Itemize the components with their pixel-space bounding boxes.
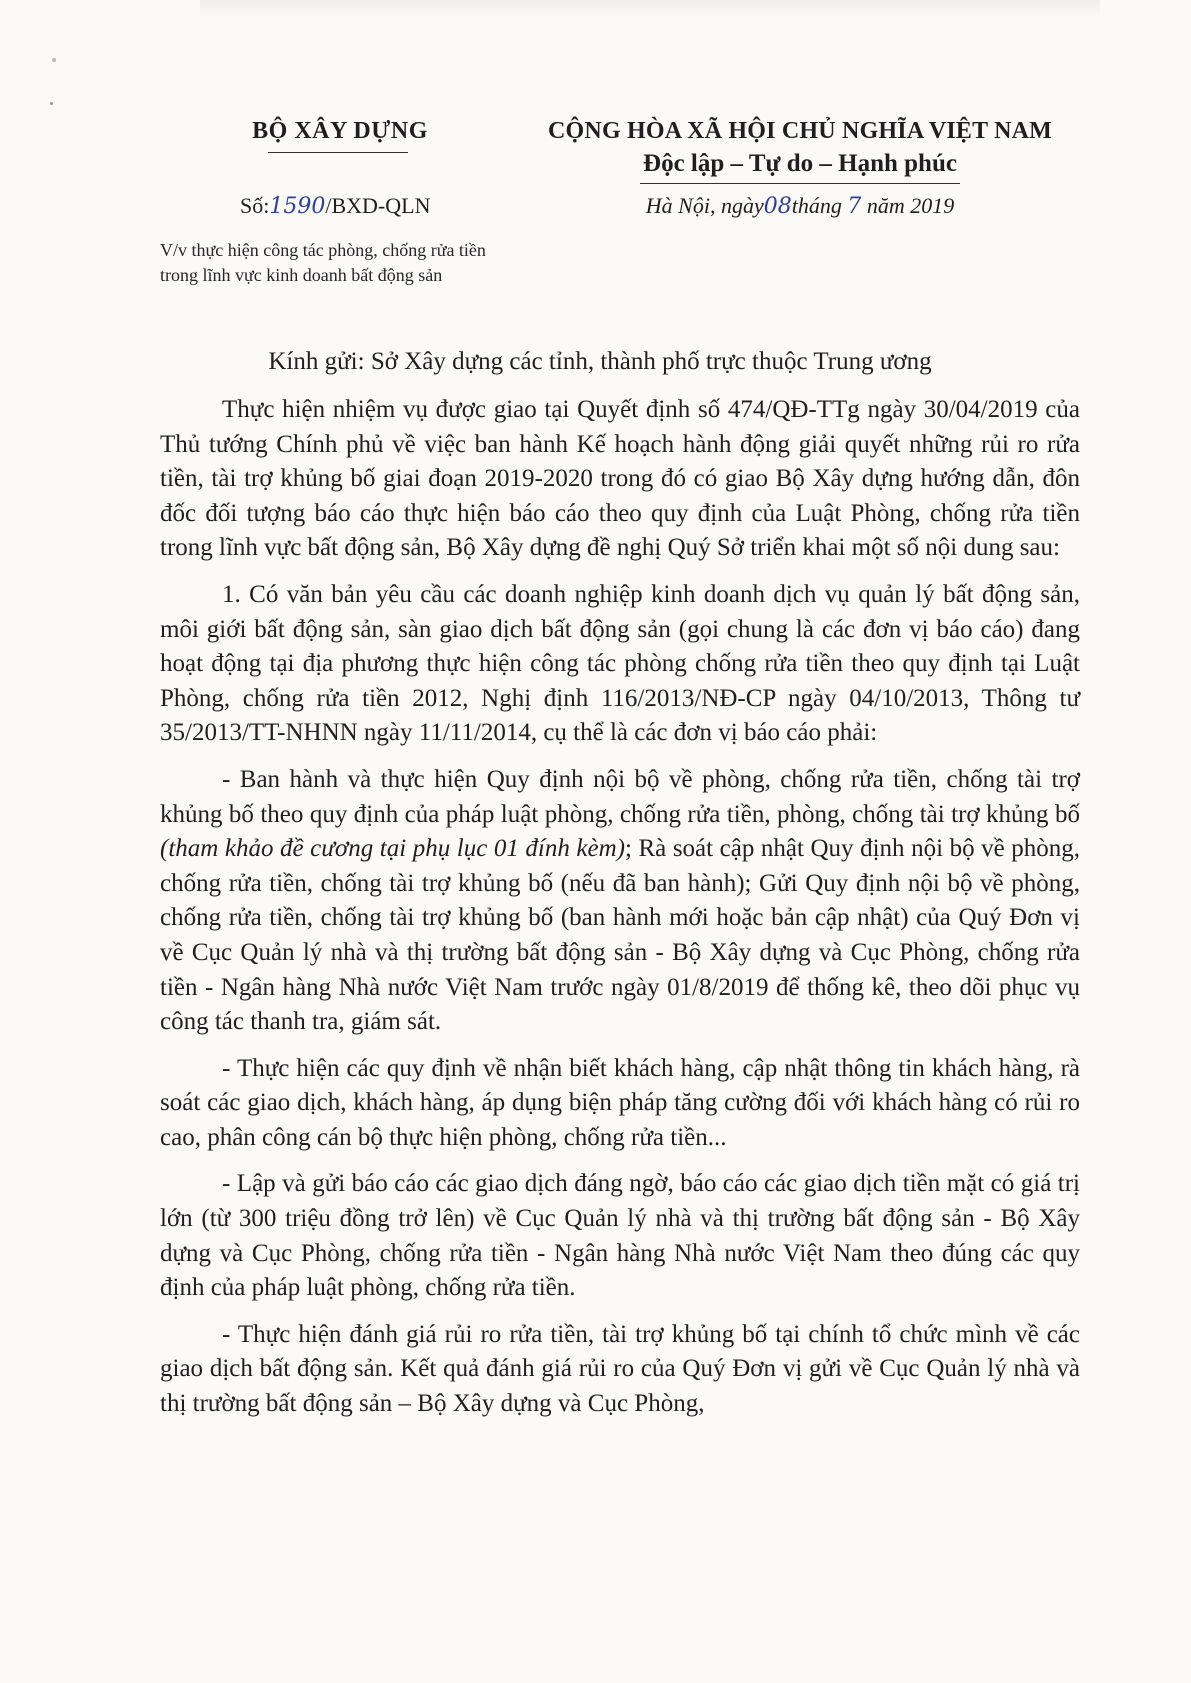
body-italic-reference: (tham khảo đề cương tại phụ lục 01 đính kèm) <box>160 835 625 863</box>
issuing-agency: BỘ XÂY DỰNG <box>252 118 428 144</box>
document-body <box>160 393 1080 1434</box>
body-paragraph: 1. Có văn bản yêu cầu các doanh nghiệp kinh doanh dịch vụ quản lý bất động sản, môi giới bất động sản, sàn giao dịch bất động sản (gọi chung là các đơn vị báo cáo) đang hoạt động tại địa phương thực hiện công tác phòng chống rửa tiền theo quy định tại Luật Phòng, chống rửa tiền 2012, Nghị định 116/2013/NĐ-CP ngày 04/10/2013, Thông tư 35/2013/TT-NHNN ngày 11/11/2014, cụ thể là các đơn vị báo cáo phải: <box>160 580 1080 747</box>
motto-underline <box>640 183 960 184</box>
place-and-date <box>540 193 1060 219</box>
agency-underline <box>268 152 408 153</box>
document-number-handwritten: 1590 <box>269 194 326 219</box>
document-number <box>240 193 430 219</box>
month-handwritten: 7 <box>847 194 862 219</box>
body-paragraph <box>160 763 1080 1040</box>
body-paragraph: - Thực hiện các quy định về nhận biết khách hàng, cập nhật thông tin khách hàng, rà soát các giao dịch, khách hàng, áp dụng biện pháp tăng cường đối với khách hàng có rủi ro cao, phân công cán bộ thực hiện phòng, chống rửa tiền... <box>160 1054 1080 1151</box>
recipient-line: Kính gửi: Sở Xây dựng các tỉnh, thành phố trực thuộc Trung ương <box>268 348 932 375</box>
scan-shadow <box>200 0 1100 18</box>
scan-speck <box>52 58 56 62</box>
body-paragraph: - Thực hiện đánh giá rủi ro rửa tiền, tài trợ khủng bố tại chính tổ chức mình về các giao dịch bất động sản. Kết quả đánh giá rủi ro của Quý Đơn vị gửi về Cục Quản lý nhà và thị trường bất động sản – Bộ Xây dựng và Cục Phòng, <box>160 1320 1080 1418</box>
body-text-run: - Ban hành và thực hiện Quy định nội bộ về phòng, chống rửa tiền, chống tài trợ khủng bố theo quy định của pháp luật phòng, chống rửa tiền, phòng, chống tài trợ khủng bố <box>160 765 1080 828</box>
month-label: tháng <box>791 193 842 218</box>
scan-speck <box>50 102 53 105</box>
place-date-prefix: Hà Nội, ngày <box>645 193 764 218</box>
national-motto: Độc lập – Tự do – Hạnh phúc <box>643 150 957 177</box>
body-text-run: ; Rà soát cập nhật Quy định nội bộ về phòng, chống rửa tiền, chống tài trợ khủng bố (nếu đã ban hành); Gửi Quy định nội bộ về phòng, chống rửa tiền, chống tài trợ khủng bố (ban hành mới hoặc bản cập nhật) của Quý Đơn vị về Cục Quản lý nhà và thị trường bất động sản - Bộ Xây dựng và Cục Phòng, chống rửa tiền - Ngân hàng Nhà nước Việt Nam trước ngày 01/8/2019 để thống kê, theo dõi phục vụ công tác thanh tra, giám sát. <box>160 835 1081 1036</box>
national-title: CỘNG HÒA XÃ HỘI CHỦ NGHĨA VIỆT NAM <box>548 118 1052 144</box>
body-paragraph: - Lập và gửi báo cáo các giao dịch đáng ngờ, báo cáo các giao dịch tiền mặt có giá trị lớn (từ 300 triệu đồng trở lên) về Cục Quản lý nhà và thị trường bất động sản - Bộ Xây dựng và Cục Phòng, chống rửa tiền - Ngân hàng Nhà nước Việt Nam theo đúng các quy định của pháp luật phòng, chống rửa tiền. <box>160 1170 1080 1302</box>
document-number-suffix: /BXD-QLN <box>325 193 431 218</box>
day-handwritten: 08 <box>763 194 792 219</box>
document-number-prefix: Số: <box>240 193 270 218</box>
body-paragraph: Thực hiện nhiệm vụ được giao tại Quyết định số 474/QĐ-TTg ngày 30/04/2019 của Thủ tướng Chính phủ về việc ban hành Kế hoạch hành động giải quyết những rủi ro rửa tiền, tài trợ khủng bố giai đoạn 2019-2020 trong đó có giao Bộ Xây dựng hướng dẫn, đôn đốc đối tượng báo cáo thực hiện báo cáo theo quy định của Luật Phòng, chống rửa tiền trong lĩnh vực bất động sản, Bộ Xây dựng đề nghị Quý Sở triển khai một số nội dung sau: <box>160 396 1080 562</box>
year-text: năm 2019 <box>866 193 955 218</box>
document-subject: V/v thực hiện công tác phòng, chống rửa tiền trong lĩnh vực kinh doanh bất động sản <box>160 240 486 285</box>
